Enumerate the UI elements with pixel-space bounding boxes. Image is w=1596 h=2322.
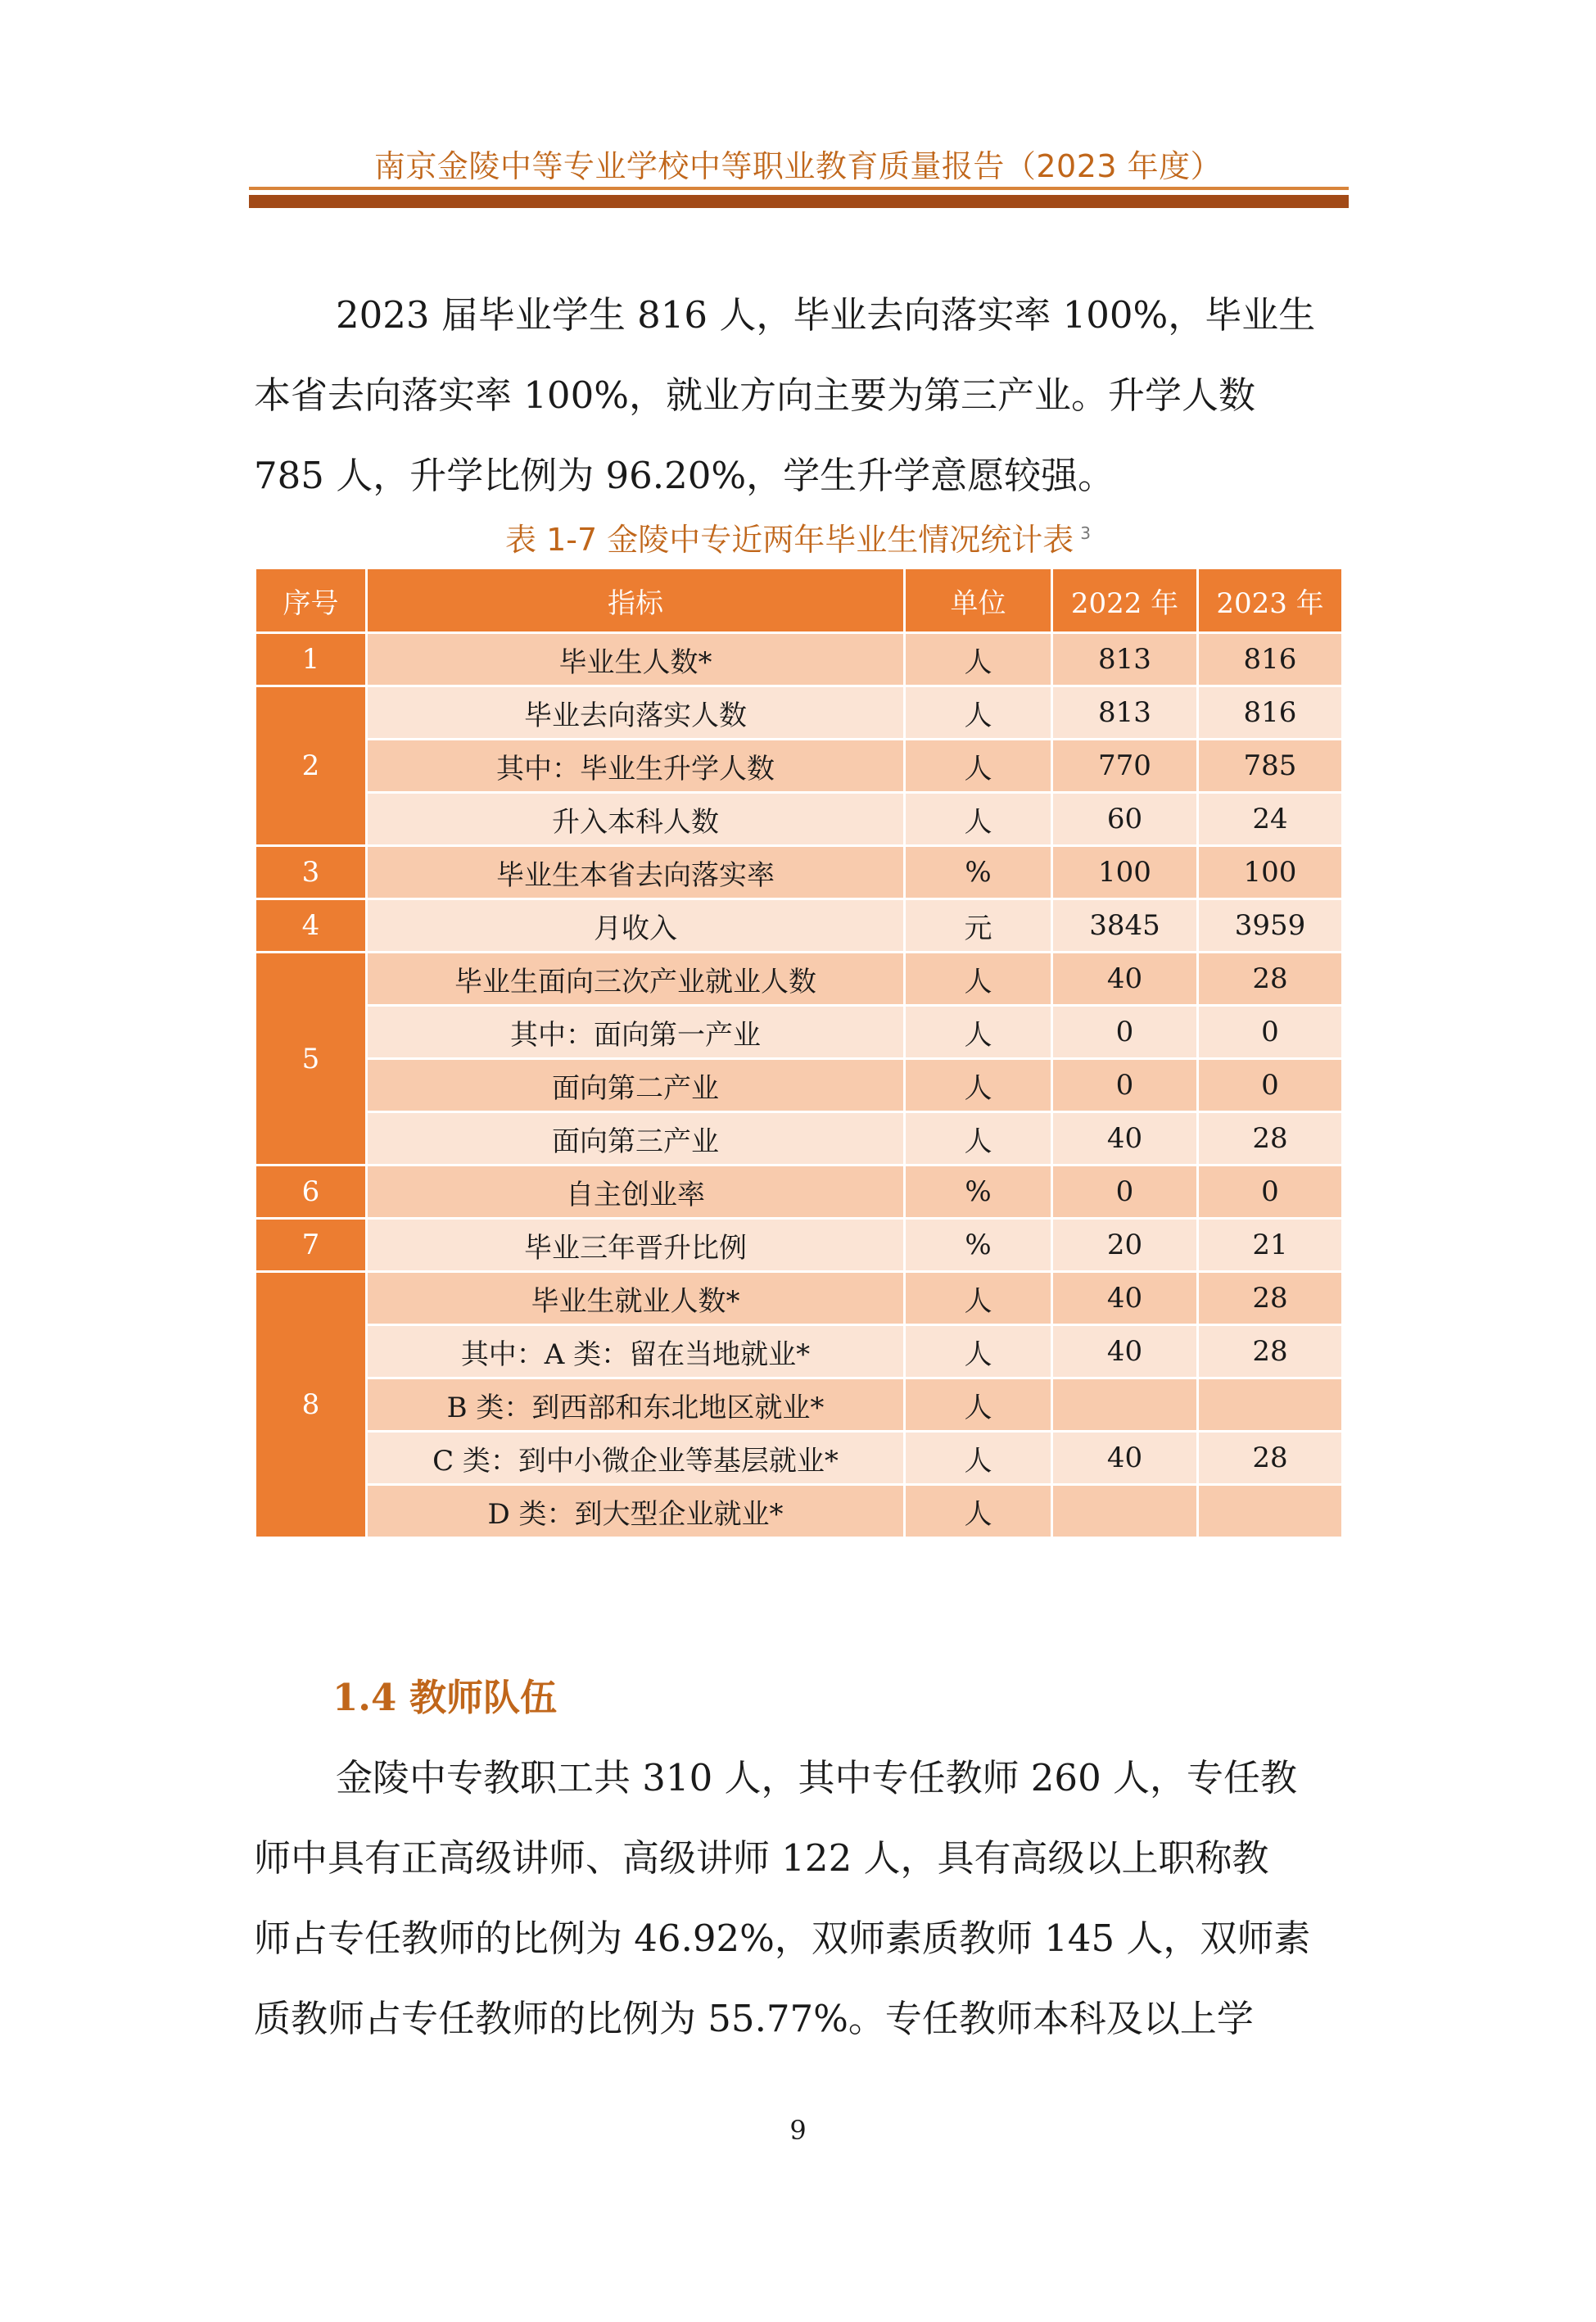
value-2022-cell: 770: [1052, 740, 1198, 793]
table-row: [255, 1006, 1343, 1059]
row-sequence: 1: [255, 633, 367, 686]
indicator-cell: 面向第二产业: [367, 1059, 905, 1112]
indicator-cell: 毕业生本省去向落实率: [367, 846, 905, 899]
paragraph-line: 质教师占专任教师的比例为 55.77%。专任教师本科及以上学: [254, 1997, 1254, 2040]
paragraph-graduates: [254, 275, 1351, 516]
row-sequence: 6: [255, 1166, 367, 1219]
indicator-cell: 月收入: [367, 899, 905, 953]
table-row: [255, 1059, 1343, 1112]
table-row: [255, 899, 1343, 953]
indicator-cell: D 类：到大型企业就业*: [367, 1485, 905, 1538]
unit-cell: 人: [905, 953, 1052, 1006]
indicator-cell: 毕业生就业人数*: [367, 1272, 905, 1325]
table-row: [255, 686, 1343, 740]
value-2023-cell: [1198, 1378, 1343, 1432]
value-2023-cell: 28: [1198, 953, 1343, 1006]
unit-cell: 人: [905, 740, 1052, 793]
paragraph-line: 师占专任教师的比例为 46.92%，双师素质教师 145 人，双师素: [254, 1917, 1311, 1960]
unit-cell: 人: [905, 1432, 1052, 1485]
value-2022-cell: 813: [1052, 633, 1198, 686]
indicator-cell: 其中：面向第一产业: [367, 1006, 905, 1059]
table-row: [255, 633, 1343, 686]
paragraph-line: 2023 届毕业学生 816 人，毕业去向落实率 100%，毕业生: [336, 293, 1316, 337]
value-2023-cell: 816: [1198, 633, 1343, 686]
paragraph-line: 金陵中专教职工共 310 人，其中专任教师 260 人，专任教: [336, 1756, 1298, 1799]
indicator-cell: C 类：到中小微企业等基层就业*: [367, 1432, 905, 1485]
header-rule-thick: [249, 195, 1349, 208]
row-sequence: 3: [255, 846, 367, 899]
value-2023-cell: 28: [1198, 1325, 1343, 1378]
unit-cell: 人: [905, 1485, 1052, 1538]
value-2023-cell: 0: [1198, 1006, 1343, 1059]
indicator-cell: 毕业生面向三次产业就业人数: [367, 953, 905, 1006]
unit-cell: 人: [905, 1059, 1052, 1112]
indicator-cell: 毕业去向落实人数: [367, 686, 905, 740]
table-header-row: [255, 568, 1343, 633]
graduate-stats-table: [254, 567, 1344, 1539]
header-title: 南京金陵中等专业学校中等职业教育质量报告（2023 年度）: [373, 148, 1223, 184]
column-header: 单位: [905, 568, 1052, 633]
value-2023-cell: 28: [1198, 1432, 1343, 1485]
value-2022-cell: 40: [1052, 953, 1198, 1006]
table-body: [255, 633, 1343, 1538]
value-2022-cell: 813: [1052, 686, 1198, 740]
unit-cell: 人: [905, 1378, 1052, 1432]
table-row: [255, 846, 1343, 899]
table-row: [255, 1432, 1343, 1485]
value-2022-cell: 40: [1052, 1432, 1198, 1485]
paragraph-line: 本省去向落实率 100%，就业方向主要为第三产业。升学人数: [254, 373, 1255, 417]
paragraph-line: 785 人，升学比例为 96.20%，学生升学意愿较强。: [254, 454, 1115, 497]
header-rule-thin: [249, 187, 1349, 190]
unit-cell: 人: [905, 633, 1052, 686]
value-2022-cell: 40: [1052, 1325, 1198, 1378]
value-2023-cell: 100: [1198, 846, 1343, 899]
row-sequence: 2: [255, 686, 367, 846]
table-caption: [0, 514, 1596, 559]
table-row: [255, 1485, 1343, 1538]
value-2022-cell: 3845: [1052, 899, 1198, 953]
value-2022-cell: 40: [1052, 1272, 1198, 1325]
unit-cell: 人: [905, 686, 1052, 740]
table-row: [255, 740, 1343, 793]
value-2023-cell: 0: [1198, 1166, 1343, 1219]
value-2022-cell: 0: [1052, 1059, 1198, 1112]
value-2023-cell: 21: [1198, 1219, 1343, 1272]
paragraph-teachers: [254, 1738, 1351, 2059]
value-2023-cell: 28: [1198, 1112, 1343, 1166]
indicator-cell: 面向第三产业: [367, 1112, 905, 1166]
footnote-ref: 3: [1080, 523, 1091, 544]
value-2023-cell: 0: [1198, 1059, 1343, 1112]
value-2023-cell: 3959: [1198, 899, 1343, 953]
unit-cell: %: [905, 1219, 1052, 1272]
table-row: [255, 1112, 1343, 1166]
indicator-cell: 其中：毕业生升学人数: [367, 740, 905, 793]
value-2022-cell: 0: [1052, 1006, 1198, 1059]
row-sequence: 8: [255, 1272, 367, 1538]
column-header: 2023 年: [1198, 568, 1343, 633]
value-2023-cell: 28: [1198, 1272, 1343, 1325]
indicator-cell: 升入本科人数: [367, 793, 905, 846]
value-2023-cell: 816: [1198, 686, 1343, 740]
paragraph-line: 师中具有正高级讲师、高级讲师 122 人，具有高级以上职称教: [254, 1836, 1269, 1880]
value-2023-cell: 785: [1198, 740, 1343, 793]
table-row: [255, 1166, 1343, 1219]
table-caption-text: 表 1-7 金陵中专近两年毕业生情况统计表: [505, 522, 1074, 558]
indicator-cell: 毕业生人数*: [367, 633, 905, 686]
section-heading: 1.4 教师队伍: [332, 1676, 557, 1719]
value-2022-cell: 60: [1052, 793, 1198, 846]
table-row: [255, 793, 1343, 846]
indicator-cell: 毕业三年晋升比例: [367, 1219, 905, 1272]
indicator-cell: B 类：到西部和东北地区就业*: [367, 1378, 905, 1432]
value-2022-cell: [1052, 1485, 1198, 1538]
value-2023-cell: [1198, 1485, 1343, 1538]
indicator-cell: 自主创业率: [367, 1166, 905, 1219]
value-2022-cell: 100: [1052, 846, 1198, 899]
unit-cell: 人: [905, 1006, 1052, 1059]
row-sequence: 5: [255, 953, 367, 1166]
row-sequence: 4: [255, 899, 367, 953]
column-header: 指标: [367, 568, 905, 633]
value-2022-cell: 20: [1052, 1219, 1198, 1272]
unit-cell: 人: [905, 1325, 1052, 1378]
table-row: [255, 1219, 1343, 1272]
value-2022-cell: 40: [1052, 1112, 1198, 1166]
column-header: 序号: [255, 568, 367, 633]
table-row: [255, 1378, 1343, 1432]
column-header: 2022 年: [1052, 568, 1198, 633]
unit-cell: 人: [905, 1112, 1052, 1166]
value-2023-cell: 24: [1198, 793, 1343, 846]
table-row: [255, 953, 1343, 1006]
unit-cell: 元: [905, 899, 1052, 953]
value-2022-cell: 0: [1052, 1166, 1198, 1219]
unit-cell: %: [905, 1166, 1052, 1219]
unit-cell: 人: [905, 1272, 1052, 1325]
value-2022-cell: [1052, 1378, 1198, 1432]
indicator-cell: 其中：A 类：留在当地就业*: [367, 1325, 905, 1378]
unit-cell: 人: [905, 793, 1052, 846]
table-row: [255, 1272, 1343, 1325]
table-row: [255, 1325, 1343, 1378]
page-number: 9: [789, 2115, 807, 2146]
unit-cell: %: [905, 846, 1052, 899]
row-sequence: 7: [255, 1219, 367, 1272]
